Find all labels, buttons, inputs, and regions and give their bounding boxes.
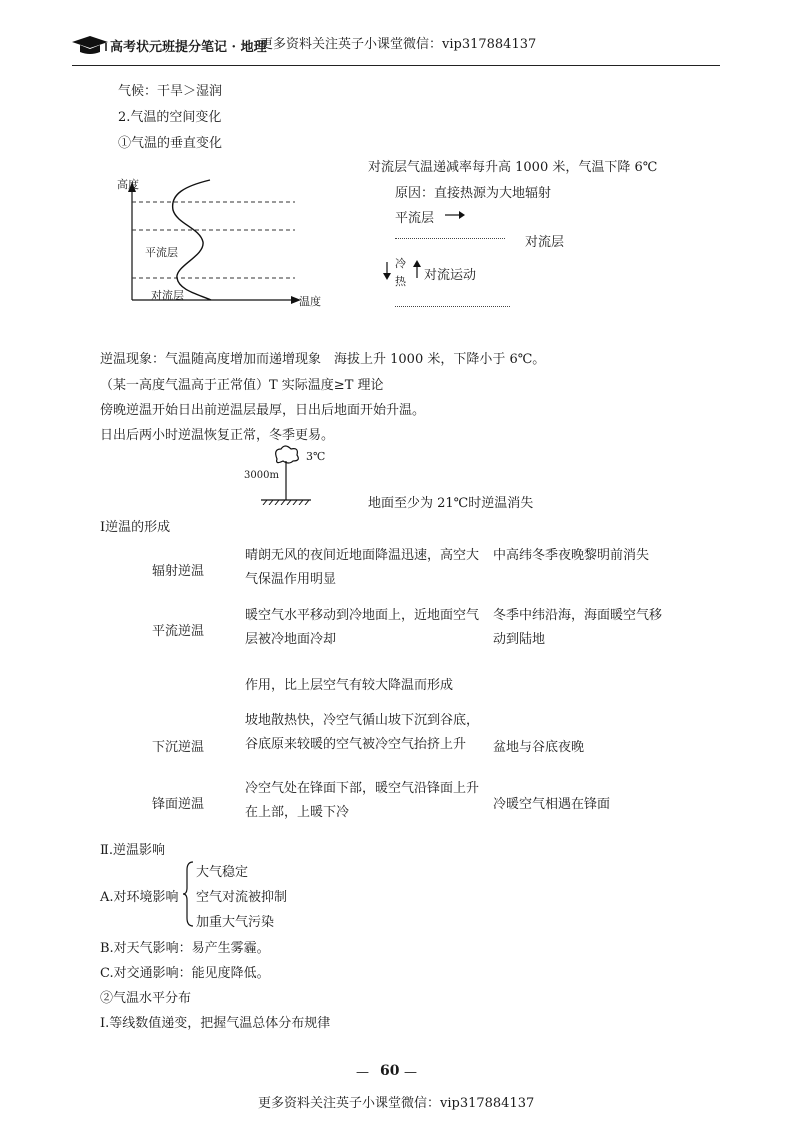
- inversion-definition: 逆温现象：气温随高度增加而递增现象 海拔上升 1000 米，下降小于 6℃。: [100, 352, 546, 367]
- temperature-curve: [173, 180, 211, 300]
- arrow-down-icon: [382, 262, 392, 280]
- environment-impact-item: 大气稳定: [196, 865, 249, 880]
- climate-line: 气候：干旱＞湿润: [118, 84, 223, 99]
- isotherm-rule: Ⅰ.等线数值递变，把握气温总体分布规律: [100, 1016, 331, 1031]
- diagram-caption: 地面至少为 21℃时逆温消失: [368, 496, 534, 511]
- impact-heading: Ⅱ.逆温影响: [100, 843, 165, 858]
- inversion-occurrence: 盆地与谷底夜晚: [493, 740, 585, 755]
- arrow-right-icon: [445, 210, 465, 220]
- inversion-occurrence: 冬季中纬沿海，海面暖空气移动到陆地: [493, 608, 663, 647]
- footer-watermark: 更多资料关注英子小课堂微信：vip317884137: [258, 1096, 535, 1111]
- inversion-type: 辐射逆温: [152, 564, 205, 579]
- inversion-cause: 晴朗无风的夜间近地面降温迅速，高空大气保温作用明显: [245, 548, 480, 587]
- header-rule: [72, 65, 720, 66]
- weather-impact: B.对天气影响：易产生雾霾。: [100, 941, 270, 956]
- stratosphere-label: 平流层: [145, 246, 178, 259]
- environment-impact-item: 加重大气污染: [196, 915, 275, 930]
- brace-icon: [182, 860, 194, 928]
- inversion-timing: 傍晚逆温开始日出前逆温层最厚，日出后地面开始升温。: [100, 403, 426, 418]
- book-title: 高考状元班提分笔记 · 地理: [110, 40, 267, 55]
- temperature-label: 3℃: [306, 450, 326, 463]
- header-watermark: 更多资料关注英子小课堂微信：vip317884137: [260, 37, 537, 52]
- cloud-icon: [276, 446, 299, 463]
- inversion-cause: 冷空气处在锋面下部，暖空气沿锋面上升在上部，上暖下冷: [245, 781, 480, 820]
- page-number-dash: —: [356, 1065, 369, 1080]
- y-axis-label: 高度: [117, 178, 139, 191]
- ground-hatch: [263, 500, 309, 505]
- page-number-dash: —: [404, 1065, 417, 1080]
- convection-note: 对流运动: [424, 268, 477, 283]
- inversion-occurrence: 中高纬冬季夜晚黎明前消失: [493, 548, 650, 563]
- mortarboard-icon: [70, 34, 110, 56]
- inversion-cause: 坡地散热快，冷空气循山坡下沉到谷底，谷底原来较暖的空气被冷空气抬挤上升: [245, 713, 480, 752]
- environment-impact-item: 空气对流被抑制: [196, 890, 288, 905]
- page-number: 60: [380, 1063, 400, 1079]
- inversion-occurrence: 冷暖空气相遇在锋面: [493, 797, 611, 812]
- inversion-type: 锋面逆温: [152, 797, 205, 812]
- troposphere-label: 对流层: [151, 289, 184, 302]
- troposphere-note: 对流层: [525, 235, 565, 250]
- traffic-impact: C.对交通影响：能见度降低。: [100, 966, 270, 981]
- cause-note: 原因：直接热源为大地辐射: [395, 186, 552, 201]
- hot-label: 热: [395, 275, 406, 288]
- inversion-type: 平流逆温: [152, 624, 205, 639]
- arrow-up-icon: [412, 260, 422, 278]
- formation-heading: Ⅰ逆温的形成: [100, 520, 171, 535]
- altitude-label: 3000m: [244, 470, 279, 481]
- dotted-line: [395, 306, 510, 307]
- inversion-type: 下沉逆温: [152, 740, 205, 755]
- section-title: 2.气温的空间变化: [118, 110, 222, 125]
- inversion-cause: 暖空气水平移动到冷地面上，近地面空气层被冷地面冷却: [245, 608, 480, 647]
- subsection-title: ①气温的垂直变化: [118, 136, 223, 151]
- vertical-profile-diagram: [115, 170, 330, 310]
- stratosphere-note: 平流层: [395, 211, 435, 226]
- horizontal-distribution-title: ②气温水平分布: [100, 991, 192, 1006]
- inversion-cause: 作用，比上层空气有较大降温而形成: [245, 678, 454, 693]
- inversion-recovery: 日出后两小时逆温恢复正常，冬季更易。: [100, 428, 335, 443]
- lapse-rate-note: 对流层气温递减率每升高 1000 米，气温下降 6℃: [368, 160, 658, 175]
- dotted-line: [395, 238, 505, 239]
- inversion-condition: （某一高度气温高于正常值）T 实际温度≥T 理论: [100, 378, 384, 393]
- x-axis-label: 温度: [299, 295, 321, 308]
- cold-label: 冷: [395, 257, 406, 270]
- environment-impact-label: A.对环境影响: [100, 890, 179, 905]
